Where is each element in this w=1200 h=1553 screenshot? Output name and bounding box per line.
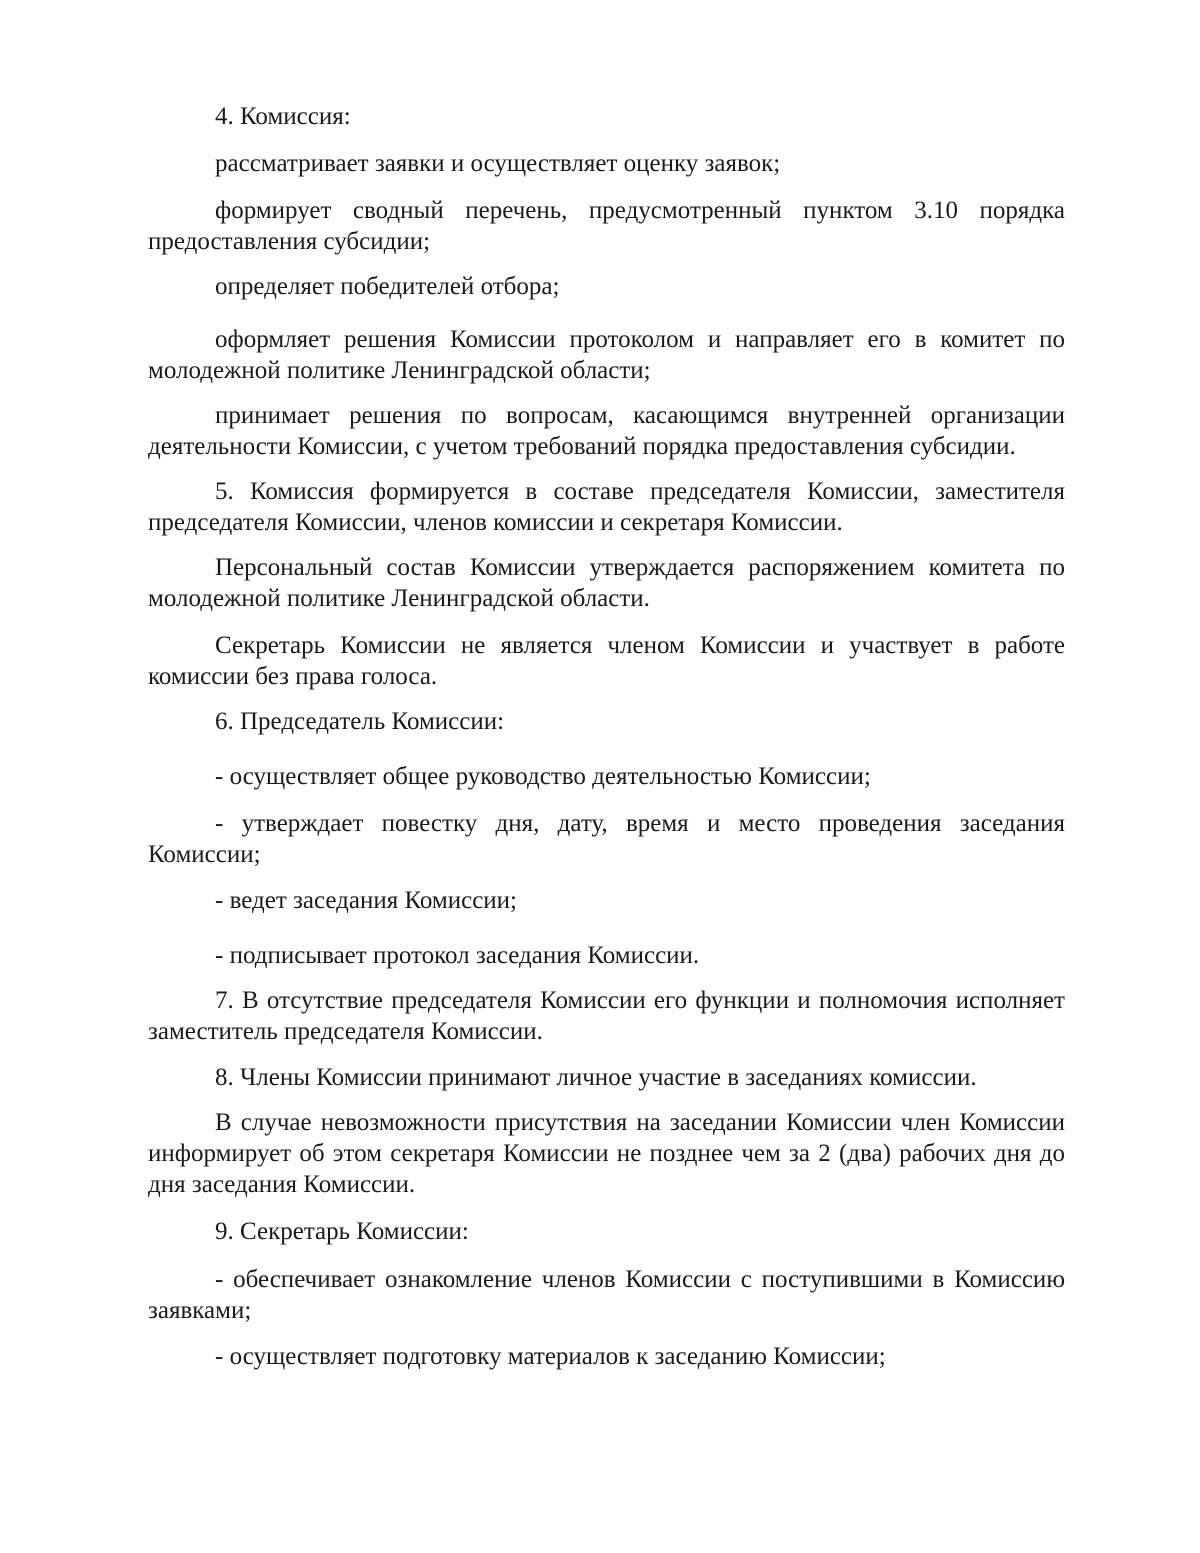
paragraph-prepare-materials: - осуществляет подготовку материалов к заседанию Комиссии; <box>215 1343 886 1370</box>
paragraph-secretary-no-vote: Секретарь Комиссии не является членом Комиссии и участвует в работе комиссии без права голоса. <box>148 632 1065 690</box>
paragraph-protocol-decisions: оформляет решения Комиссии протоколом и направляет его в комитет по молодежной политике Ленинградской области; <box>148 326 1065 384</box>
paragraph-absence-notice: В случае невозможности присутствия на заседании Комиссии член Комиссии информирует об этом секретаря Комиссии не позднее чем за 2 (два) рабочих дня до дня заседания Комиссии. <box>148 1109 1065 1198</box>
paragraph-item-6-heading: 6. Председатель Комиссии: <box>215 708 505 735</box>
paragraph-personal-composition: Персональный состав Комиссии утверждается распоряжением комитета по молодежной политике Ленинградской области. <box>148 554 1065 612</box>
paragraph-item-8-participation: 8. Члены Комиссии принимают личное участие в заседаниях комиссии. <box>215 1064 977 1091</box>
paragraph-determine-winners: определяет победителей отбора; <box>215 273 560 300</box>
paragraph-familiarization: - обеспечивает ознакомление членов Комиссии с поступившими в Комиссию заявками; <box>148 1266 1065 1324</box>
paragraph-item-7-deputy: 7. В отсутствие председателя Комиссии его функции и полномочия исполняет заместитель председателя Комиссии. <box>148 987 1065 1045</box>
paragraph-sign-protocol: - подписывает протокол заседания Комиссии. <box>215 942 700 969</box>
paragraph-item-9-heading: 9. Секретарь Комиссии: <box>215 1218 469 1245</box>
paragraph-internal-organization: принимает решения по вопросам, касающимся внутренней организации деятельности Комиссии, с учетом требований порядка предоставления субсидии. <box>148 402 1065 460</box>
paragraph-review-applications: рассматривает заявки и осуществляет оценку заявок; <box>215 150 781 177</box>
paragraph-approve-agenda: - утверждает повестку дня, дату, время и место проведения заседания Комиссии; <box>148 810 1065 868</box>
paragraph-general-management: - осуществляет общее руководство деятельностью Комиссии; <box>215 763 871 790</box>
paragraph-item-4-heading: 4. Комиссия: <box>215 103 351 130</box>
document-body <box>148 101 1065 1372</box>
paragraph-conduct-meetings: - ведет заседания Комиссии; <box>215 887 518 914</box>
paragraph-summary-list: формирует сводный перечень, предусмотренный пунктом 3.10 порядка предоставления субсидии; <box>148 197 1065 255</box>
paragraph-item-5-composition: 5. Комиссия формируется в составе председателя Комиссии, заместителя председателя Комиссии, членов комиссии и секретаря Комиссии. <box>148 478 1065 536</box>
